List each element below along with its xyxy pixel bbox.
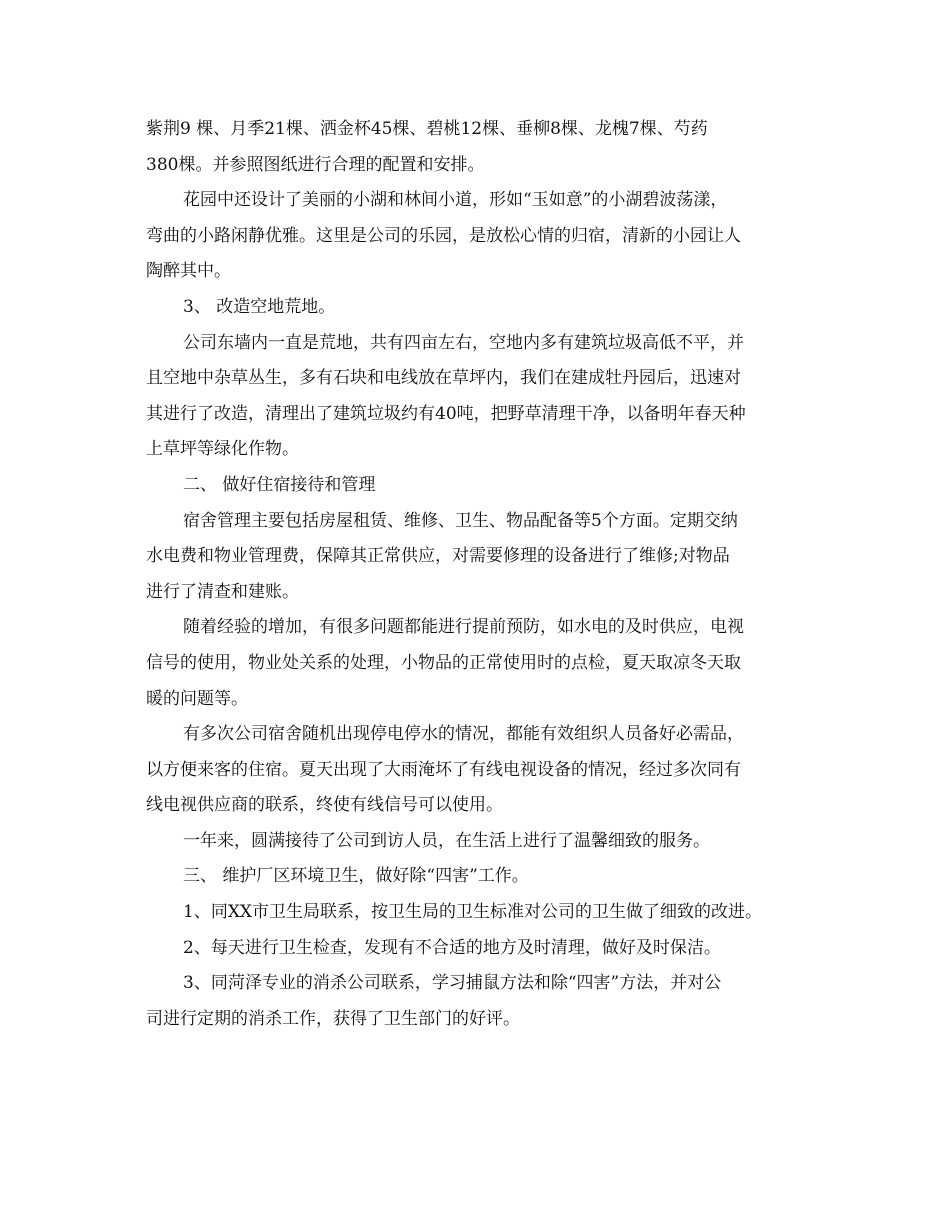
text-line: 以方便来客的住宿。夏天出现了大雨淹坏了有线电视设备的情况，经过多次同有 — [146, 759, 741, 780]
text-line: 水电费和物业管理费，保障其正常供应，对需要修理的设备进行了维修;对物品 — [146, 546, 730, 567]
text-line: 弯曲的小路闲静优雅。这里是公司的乐园，是放松心情的归宿，清新的小园让人 — [146, 225, 741, 246]
text-line: 花园中还设计了美丽的小湖和林间小道，形如“玉如意”的小湖碧波荡漾， — [183, 190, 728, 211]
text-line: 宿舍管理主要包括房屋租赁、维修、卫生、物品配备等5个方面。定期交纳 — [183, 510, 738, 531]
text-line: 380棵。并参照图纸进行合理的配置和安排。 — [146, 154, 485, 175]
text-line: 陶醉其中。 — [146, 261, 231, 282]
text-line: 紫荆9 棵、月季21棵、洒金杯45棵、碧桃12棵、垂柳8棵、龙槐7棵、芍药 — [146, 119, 708, 139]
text-line: 3、 改造空地荒地。 — [183, 296, 336, 317]
text-line: 2、每天进行卫生检查，发现有不合适的地方及时清理，做好及时保洁。 — [183, 937, 721, 958]
text-line: 3、同菏泽专业的消杀公司联系，学习捕鼠方法和除“四害”方法，并对公 — [183, 973, 722, 994]
text-line: 随着经验的增加，有很多问题都能进行提前预防，如水电的及时供应，电视 — [183, 617, 744, 638]
text-line: 二、 做好住宿接待和管理 — [183, 474, 376, 495]
text-line: 三、 维护厂区环境卫生，做好除“四害”工作。 — [183, 866, 529, 887]
text-line: 线电视供应商的联系，终使有线信号可以使用。 — [146, 795, 503, 816]
text-line: 1、同XX市卫生局联系，按卫生局的卫生标准对公司的卫生做了细致的改进。 — [183, 902, 763, 923]
text-line: 上草坪等绿化作物。 — [146, 439, 299, 460]
text-line: 进行了清查和建账。 — [146, 581, 299, 602]
text-line: 暖的问题等。 — [146, 688, 248, 709]
text-line: 公司东墙内一直是荒地，共有四亩左右，空地内多有建筑垃圾高低不平，并 — [183, 332, 744, 353]
text-line: 司进行定期的消杀工作，获得了卫生部门的好评。 — [146, 1008, 520, 1029]
text-line: 且空地中杂草丛生，多有石块和电线放在草坪内，我们在建成牡丹园后，迅速对 — [146, 368, 741, 389]
text-line: 有多次公司宿舍随机出现停电停水的情况，都能有效组织人员备好必需品， — [183, 724, 744, 745]
text-line: 一年来，圆满接待了公司到访人员，在生活上进行了温馨细致的服务。 — [183, 830, 710, 851]
document-body — [146, 112, 810, 1037]
text-line: 其进行了改造，清理出了建筑垃圾约有40吨，把野草清理干净，以备明年春天种 — [146, 403, 746, 424]
text-line: 信号的使用，物业处关系的处理，小物品的正常使用时的点检，夏天取凉冬天取 — [146, 652, 741, 673]
